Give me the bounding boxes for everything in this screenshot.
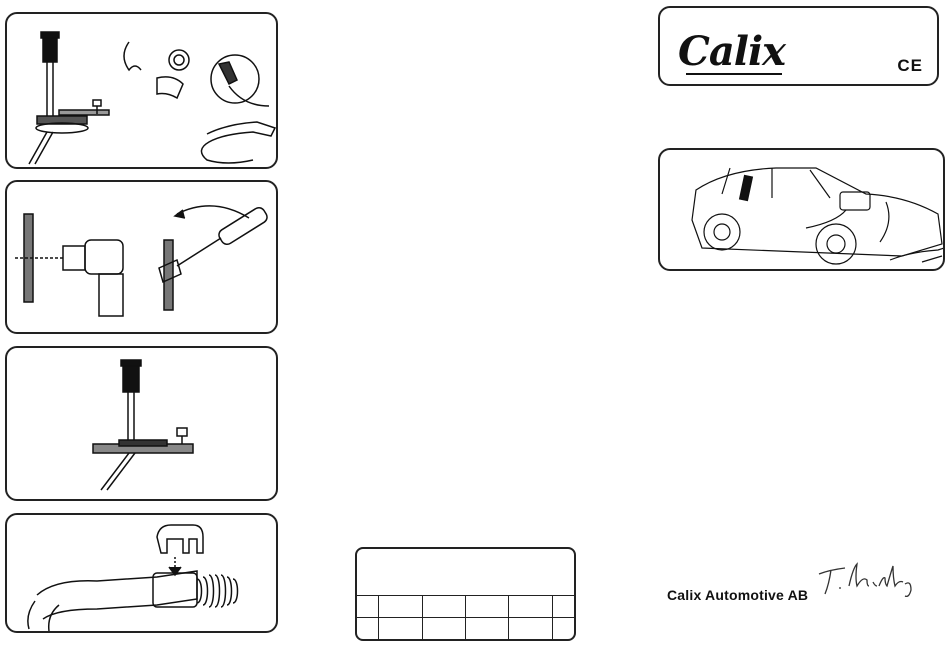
grid-cell bbox=[509, 618, 552, 640]
brand-logo-box bbox=[658, 6, 939, 86]
grid-cell bbox=[357, 596, 379, 618]
grid-cell bbox=[379, 618, 422, 640]
grid-cell bbox=[552, 596, 574, 618]
check-grid-table bbox=[357, 595, 574, 639]
grid-row bbox=[357, 618, 574, 640]
illustration-cable-clip bbox=[5, 513, 278, 633]
illustration-heater-mounted bbox=[5, 346, 278, 501]
grid-cell bbox=[357, 618, 379, 640]
illustration-car-placement bbox=[658, 148, 945, 271]
grid-cell bbox=[379, 596, 422, 618]
grid-cell bbox=[422, 596, 465, 618]
check-grid bbox=[355, 547, 576, 641]
illustration-drilling bbox=[5, 180, 278, 334]
grid-cell bbox=[465, 596, 508, 618]
grid-row bbox=[357, 596, 574, 618]
illustration-heater-kit bbox=[5, 12, 278, 169]
company-name: Calix Automotive AB bbox=[667, 587, 809, 603]
grid-cell bbox=[552, 618, 574, 640]
signature bbox=[815, 560, 925, 600]
grid-cell bbox=[465, 618, 508, 640]
ce-mark: CE bbox=[897, 56, 923, 75]
calix-logo: Calix bbox=[678, 28, 785, 75]
grid-cell bbox=[422, 618, 465, 640]
grid-cell bbox=[509, 596, 552, 618]
